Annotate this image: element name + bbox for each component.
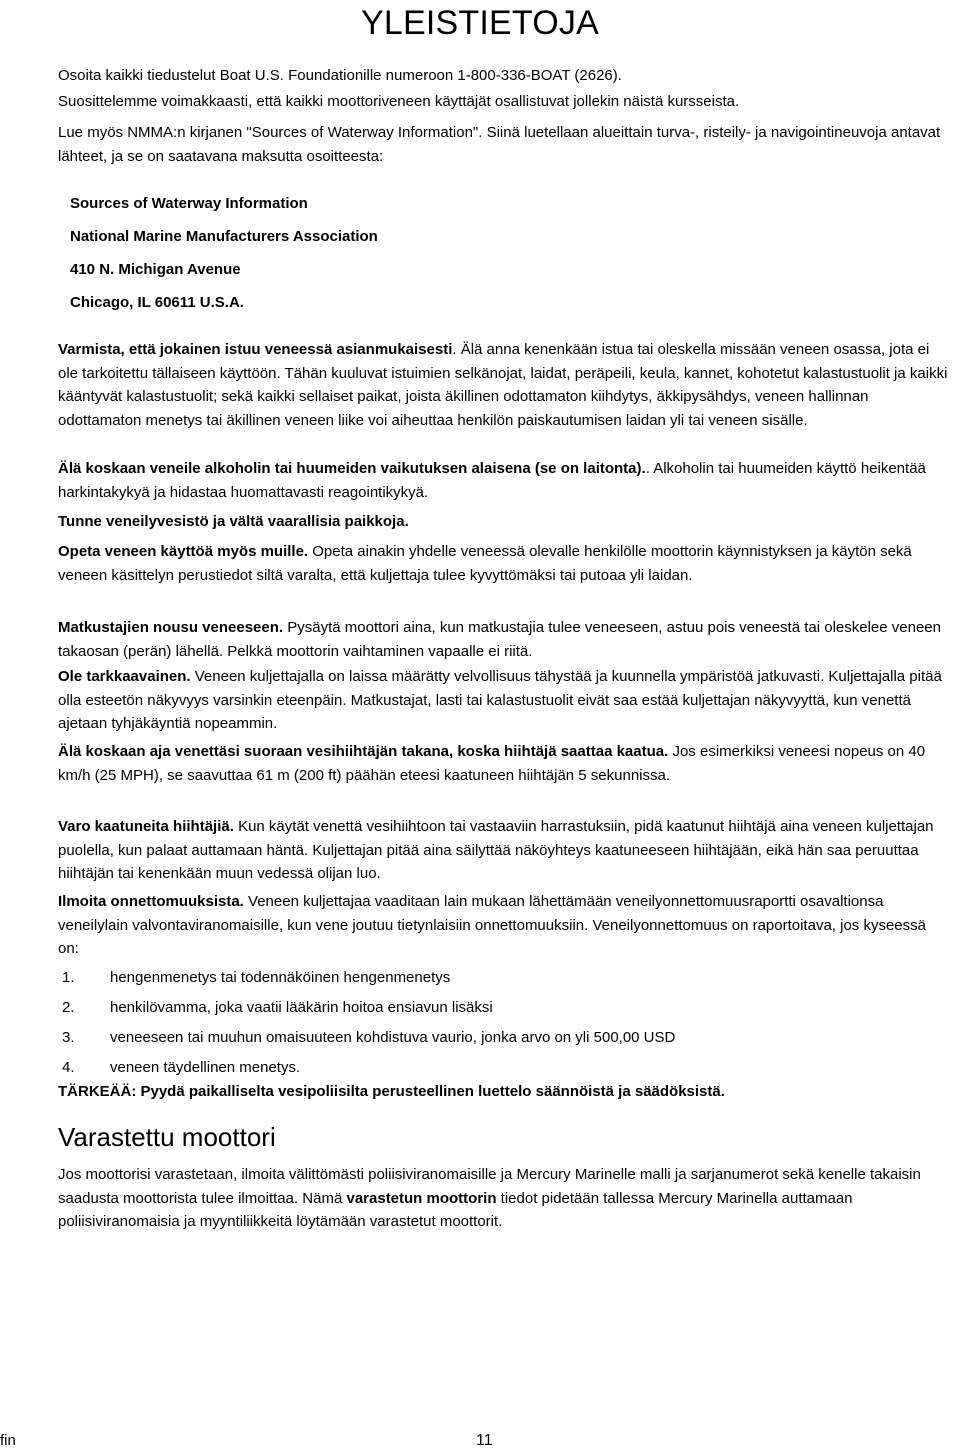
address-line-1: Sources of Waterway Information [70,195,308,212]
list-item: 3. veneeseen tai muuhun omaisuuteen kohdistuva vaurio, jonka arvo on yli 500,00 USD [62,1029,676,1046]
section-seating-heading: Varmista, että jokainen istuu veneessä asianmukaisesti [58,341,453,358]
intro-line-1: Osoita kaikki tiedustelut Boat U.S. Foundationille numeroon 1-800-336-BOAT (2626). [58,67,622,84]
section-alcohol-heading: Älä koskaan veneile alkoholin tai huumeiden vaikutuksen alaisena (se on laitonta). [58,460,646,477]
footer-language: fin [0,1432,16,1449]
page-title: YLEISTIETOJA [361,4,599,42]
section-fallen-skiers-text: Kun käytät venettä vesihiihtoon tai vastaaviin harrastuksiin, pidä kaatunut hiihtäjä aina veneen kuljettajan puolella, kun palaat auttamaan häntä. Kuljettajan pitää aina säilyttää näköyhteys kaatuneeseen hiihtäjään, eikä hän saa peruuttaa hiihtäjän tai kenenkään muun vedessä olijan luo. [58,818,934,883]
section-fallen-skiers [58,815,950,886]
stolen-text: Jos moottorisi varastetaan, ilmoita välittömästi poliisiviranomaisille ja Mercury Marinelle malli ja sarjanumerot sekä kenelle takaisin saadusta moottorista tulee ilmoittaa. Nämä varastetun moottorin tiedot pidetään tallessa Mercury Marinella auttamaan poliisiviranomaisia ja myyntiliikkeitä löytämään varastetut moottorit. [58,1166,921,1231]
intro-line-3: Lue myös NMMA:n kirjanen "Sources of Waterway Information". Siinä luetellaan alueittain turva-, risteily- ja navigointineuvoja antavat lähteet, ja se on saatavana maksutta osoitteesta: [58,124,941,165]
section-skier-text: Jos esimerkiksi veneesi nopeus on 40 km/h (25 MPH), se saavuttaa 61 m (200 ft) päähän eteesi kaatuneen hiihtäjän 5 sekunnissa. [58,743,926,784]
section-heading-stolen: Varastettu moottori [58,1122,276,1152]
list-item: 4. veneen täydellinen menetys. [62,1059,301,1076]
address-line-3: 410 N. Michigan Avenue [70,261,241,278]
section-fallen-skiers-heading: Varo kaatuneita hiihtäjiä. [58,818,234,835]
section-waters-heading: Tunne veneilyvesistö ja vältä vaarallisia paikkoja. [58,513,409,530]
list-item: 2. henkilövamma, joka vaatii lääkärin hoitoa ensiavun lisäksi [62,999,493,1016]
section-alert-heading: Ole tarkkaavainen. [58,668,191,685]
section-alcohol-text: . Alkoholin tai huumeiden käyttö heikentää harkintakykyä ja hidastaa huomattavasti reagointikykyä. [58,460,926,501]
section-seating [58,338,950,432]
section-accidents-heading: Ilmoita onnettomuuksista. [58,893,244,910]
section-skier-heading: Älä koskaan aja venettäsi suoraan vesihiihtäjän takana, koska hiihtäjä saattaa kaatua. [58,743,669,760]
page-number: 11 [476,1432,493,1449]
section-accidents [58,890,950,961]
address-line-2: National Marine Manufacturers Association [70,228,378,245]
intro-line-2: Suosittelemme voimakkaasti, että kaikki moottoriveneen käyttäjät osallistuvat jollekin näistä kursseista. [58,93,740,110]
section-alcohol [58,457,950,504]
important-note: TÄRKEÄÄ: Pyydä paikalliselta vesipoliisilta perusteellinen luettelo säännöistä ja säädöksistä. [58,1083,725,1100]
section-teach-text: Opeta ainakin yhdelle veneessä olevalle henkilölle moottorin käynnistyksen ja käytön sekä veneen käsittelyn perustiedot siltä varalta, että kuljettaja tulee kyvyttömäksi tai putoaa yli laidan. [58,543,912,584]
section-skier [58,740,950,787]
section-accidents-text: Veneen kuljettajaa vaaditaan lain mukaan lähettämään veneilyonnettomuusraportti osavaltionsa veneilylain valvontaviranomaisille, kun vene joutuu tietynlaisiin onnettomuuksiin. Veneilyonnettomuus on raportoitava, jos kyseessä on: [58,893,926,958]
address-block [70,194,378,313]
stolen-bold: varastetun moottorin [346,1189,497,1207]
list-item: 1. hengenmenetys tai todennäköinen hengenmenetys [62,969,451,986]
section-waters [58,510,950,534]
section-boarding-heading: Matkustajien nousu veneeseen. [58,619,284,636]
section-alert [58,665,950,736]
section-alert-text: Veneen kuljettajalla on laissa määrätty velvollisuus tähystää ja kuunnella ympäristöä jatkuvasti. Kuljettajalla pitää olla esteetön näkyvyys varsinkin eteenpäin. Matkustajat, lasti tai kalastustuolit eivät saa estää kuljettajan näkyvyyttä, kun venettä ajetaan tyhjäkäyntiä nopeammin. [58,668,942,733]
section-teach-heading: Opeta veneen käyttöä myös muille. [58,543,309,560]
section-seating-text: . Älä anna kenenkään istua tai oleskella missään veneen osassa, jota ei ole tarkoitettu tällaiseen käyttöön. Tähän kuuluvat istuimien selkänojat, laidat, peräpeili, keula, kannet, kohotetut kalastustuolit ja kaikki kääntyvät kalastustuolit; sekä kaikki sellaiset paikat, joista äkillinen odottamaton kiihdytys, äkkipysähdys, veneen hallinnan odottamaton menetys tai äkillinen veneen liike voi aiheuttaa henkilön paiskautumisen laidan yli tai veneen sisälle. [58,341,948,429]
section-boarding-text: Pysäytä moottori aina, kun matkustajia tulee veneeseen, astuu pois veneestä tai oleskelee veneen takaosan (perän) lähellä. Pelkkä moottorin vaihtaminen vapaalle ei riitä. [58,619,941,660]
report-list [58,968,675,1078]
address-line-4: Chicago, IL 60611 U.S.A. [70,294,244,311]
section-boarding [58,616,950,663]
section-teach [58,540,950,587]
